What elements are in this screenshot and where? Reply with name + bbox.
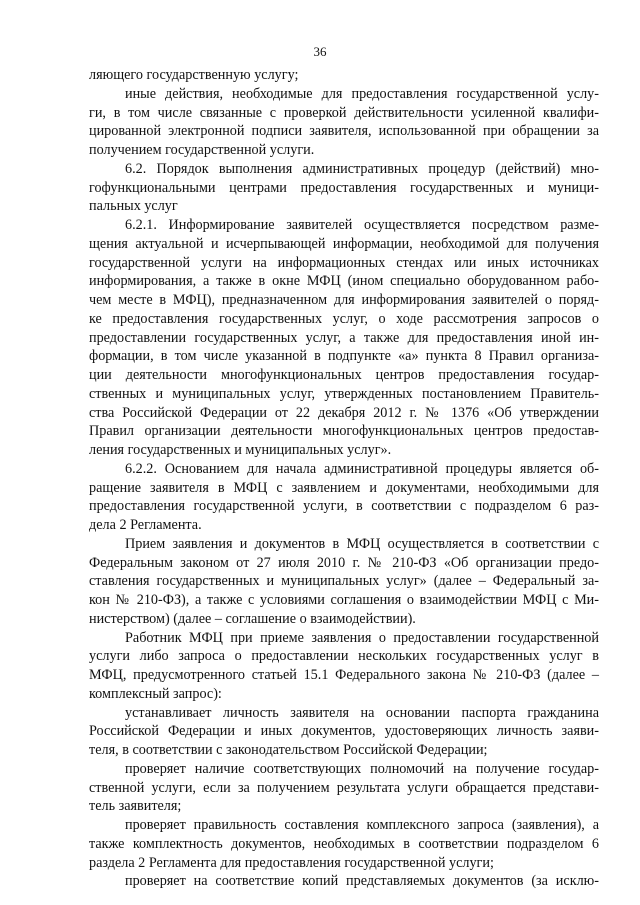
text-line: теля, в соответствии с законодательством Российской Федерации; xyxy=(89,742,488,758)
text-line: ке предоставления государственных услуг, о ходе рассмотрения запросов о xyxy=(89,310,599,327)
text-line: ления государственных и муниципальных услуг». xyxy=(89,442,392,458)
text-line: ственной услуги, если за получением результата услуги обращается представи- xyxy=(89,779,599,796)
text-line: Правил организации деятельности многофункциональных центров предостав- xyxy=(89,423,599,440)
text-line: устанавливает личность заявителя на основании паспорта гражданина xyxy=(125,704,599,721)
text-line: 6.2.2. Основанием для начала административной процедуры является об- xyxy=(125,460,599,477)
text-line: чем месте в МФЦ), предназначенном для информирования заявителей о поряд- xyxy=(89,292,599,308)
text-line: тель заявителя; xyxy=(89,798,182,815)
text-line: ращение заявителя в МФЦ с заявлением и документами, необходимыми для xyxy=(89,479,599,496)
text-line: Работник МФЦ при приеме заявления о предоставлении государственной xyxy=(125,629,599,646)
text-line: Прием заявления и документов в МФЦ осуществляется в соответствии с xyxy=(125,535,599,552)
text-line: ственных и муниципальных услуг, утвержденных постановлением Правитель- xyxy=(89,385,599,402)
text-line: кон № 210-ФЗ), а также с условиями соглашения о взаимодействии МФЦ с Ми- xyxy=(89,592,599,608)
text-line: проверяет на соответствие копий представляемых документов (за исклю- xyxy=(125,873,599,890)
text-line: нистерством) (далее – соглашение о взаимодействии). xyxy=(89,610,416,627)
text-line: предоставления государственной услуги, в соответствии с подразделом 6 раз- xyxy=(89,498,599,515)
text-line: формации, в том числе указанной в подпункте «а» пункта 8 Правил организа- xyxy=(89,348,599,365)
text-line: Российской Федерации и иных документов, удостоверяющих личность заяви- xyxy=(89,723,599,740)
text-line: ставления государственных и муниципальных услуг» (далее – Федеральный за- xyxy=(89,573,599,590)
text-line: дела 2 Регламента. xyxy=(89,517,202,533)
text-line: проверяет наличие соответствующих полномочий на получение государ- xyxy=(125,760,599,777)
text-line: Федеральным законом от 27 июля 2010 г. № 210-ФЗ «Об организации предо- xyxy=(89,554,599,571)
text-line: ляющего государственную услугу; xyxy=(89,67,299,83)
text-line: услуги либо запроса о предоставлении нескольких государственных услуг в xyxy=(89,648,599,665)
text-line: также комплектность документов, необходимых в соответствии подразделом 6 xyxy=(89,835,599,852)
text-line: ги, в том числе связанные с проверкой действительности усиленной квалифи- xyxy=(89,104,599,121)
text-line: проверяет правильность составления комплексного запроса (заявления), а xyxy=(125,817,599,833)
text-line: гофункциональными центрами предоставления государственных и муници- xyxy=(89,179,599,196)
text-line: 6.2.1. Информирование заявителей осуществляется посредством разме- xyxy=(125,217,599,233)
text-line: ции деятельности многофункциональных центров предоставления государ- xyxy=(89,367,599,383)
text-line: иные действия, необходимые для предоставления государственной услу- xyxy=(125,85,599,102)
text-line: цированной электронной подписи заявителя, использованной при обращении за xyxy=(89,123,599,140)
text-line: раздела 2 Регламента для предоставления государственной услуги; xyxy=(89,854,494,871)
text-line: щения актуальной и исчерпывающей информации, необходимой для получения xyxy=(89,235,599,252)
text-line: получением государственной услуги. xyxy=(89,142,315,158)
text-line: 6.2. Порядок выполнения административных процедур (действий) мно- xyxy=(125,160,599,177)
text-line: ства Российской Федерации от 22 декабря 2012 г. № 1376 «Об утверждении xyxy=(89,404,599,421)
text-line: информирования, а также в окне МФЦ (ином специально оборудованном рабо- xyxy=(89,273,599,290)
text-line: пальных услуг xyxy=(89,198,178,215)
text-line: комплексный запрос): xyxy=(89,685,222,702)
text-line: предоставлении государственных услуг, а также для предоставления иной ин- xyxy=(89,329,599,346)
text-line: МФЦ, предусмотренного статьей 15.1 Федерального закона № 210-ФЗ (далее – xyxy=(89,667,599,683)
page-number: 36 xyxy=(313,44,327,59)
text-line: государственной услуги на информационных стендах или иных источниках xyxy=(89,254,599,271)
document-body xyxy=(89,66,599,891)
